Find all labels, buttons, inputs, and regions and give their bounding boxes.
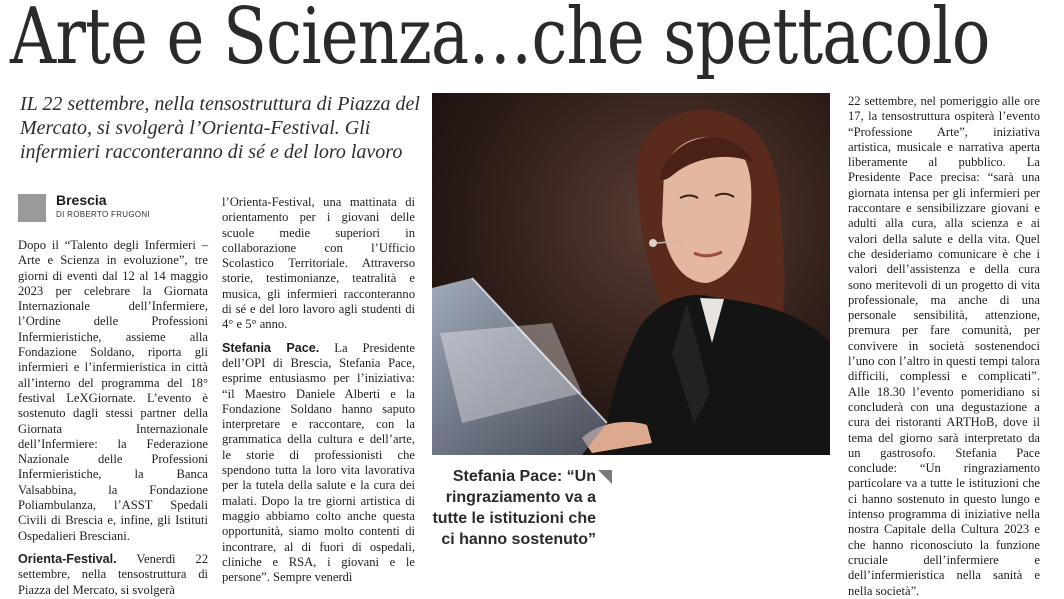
- paragraph: l’Orienta-Festival, una mattinata di orientamento per i giovani delle scuole medie superiori in collaborazione con l’Ufficio Scolastico Territoriale. Attraverso storie, testimonianze, teatralità e musica, gli infermieri racconteranno di sé e del loro lavoro agli studenti di 4° e 5° anno.: [222, 195, 415, 332]
- photo-caption: Stefania Pace: “Un ringraziamento va a tutte le istituzioni che ci hanno sostenuto”: [432, 468, 596, 548]
- article-column-1: [18, 238, 208, 598]
- paragraph: [18, 552, 208, 598]
- paragraph: 22 settembre, nel pomeriggio alle ore 17, la tensostruttura ospiterà l’evento “Professione Arte”, iniziativa artistica, musicale e narrativa aperta liberamente al pubblico. La Presidente Pace precisa: “sarà una giornata intensa per gli infermieri per raccontare e sensibilizzare giovani e adulti alla cura, alla scienza e ai valori della salute e della vita. Quel che desideriamo comunicare è che i valori dell’assistenza e della cura sono meritevoli di un progetto di vita professionale, ma anche di una personale sensibilità, attenzione, premura per fare comunità, per convivere in società sostenendoci l’uno con l’altro in questi tempi talora difficili, complessi e complicati”. Alle 18.30 l’evento pomeridiano si concluderà con una degustazione a cura dei ristoranti ARTHoB, dove il tema del giorno sarà interpretato da un gastrosofo. Stefania Pace conclude: “Un ringraziamento particolare va a tutte le istituzioni che ci hanno sostenuto in questo lungo e intenso programma di iniziative nella nostra Capitale della Cultura 2023 e che hanno riconosciuto la funzione cruciale dell’infermiere e dell’infermieristica nella sanità e nella società”.: [848, 94, 1040, 598]
- subtitle: IL 22 settembre, nella tensostruttura di Piazza del Mercato, si svolgerà l’Orienta-Festival. Gli infermieri racconteranno di sé e del loro lavoro: [20, 93, 420, 163]
- headline: Arte e Scienza…che spettacolo: [10, 0, 990, 82]
- paragraph-text: Venerdì 22 settembre, nella tensostruttura di Piazza del Mercato, si svolgerà: [18, 551, 208, 597]
- speaker-photo: [432, 93, 830, 455]
- byline-city: Brescia: [56, 192, 107, 208]
- article-column-2: [222, 195, 415, 585]
- byline-square: [18, 194, 46, 222]
- paragraph-lead: Stefania Pace.: [222, 340, 320, 355]
- paragraph-text: La Presidente dell’OPI di Brescia, Stefania Pace, esprime entusiasmo per l’iniziativa: “il Maestro Daniele Alberti e la Fondazione Soldano hanno saputo interpretare e raccontare, con la grammatica della cultura e dell’arte, le storie di professionisti che spendono tutta la loro vita lavorativa per la tutela della salute e la cura dei malati. Dopo la tre giorni artistica di maggio abbiamo colto anche questa opportunità, siamo molto contenti di incontrare, al di fuori di ospedali, cliniche e RSA, i giovani e le persone”. Sempre venerdì: [222, 340, 416, 585]
- paragraph: Dopo il “Talento degli Infermieri – Arte e Scienza in evoluzione”, tre giorni di eventi dal 12 al 14 maggio 2023 per celebrare la Giornata Internazionale dell’Infermiere, l’Ordine delle Professioni Infermieristiche, assieme alla Fondazione Soldano, riporta gli infermieri e l’infermieristica in città all’interno del programma del 18° festival LeXGiornate. L’evento è sostenuto dagli stessi partner della Giornata Internazionale dell’Infermiere: la Federazione Nazionale delle Professioni Infermieristiche, la Banca Valsabbina, la Fondazione Poliambulanza, l’ASST Spedali Civili di Brescia e, infine, gli Istituti Ospedalieri Bresciani.: [18, 238, 208, 543]
- caption-triangle-icon: [598, 470, 612, 484]
- byline-author: DI ROBERTO FRUGONI: [56, 210, 151, 219]
- paragraph-lead: Orienta-Festival.: [18, 551, 117, 566]
- paragraph: [222, 341, 415, 586]
- article-column-3: [848, 94, 1040, 599]
